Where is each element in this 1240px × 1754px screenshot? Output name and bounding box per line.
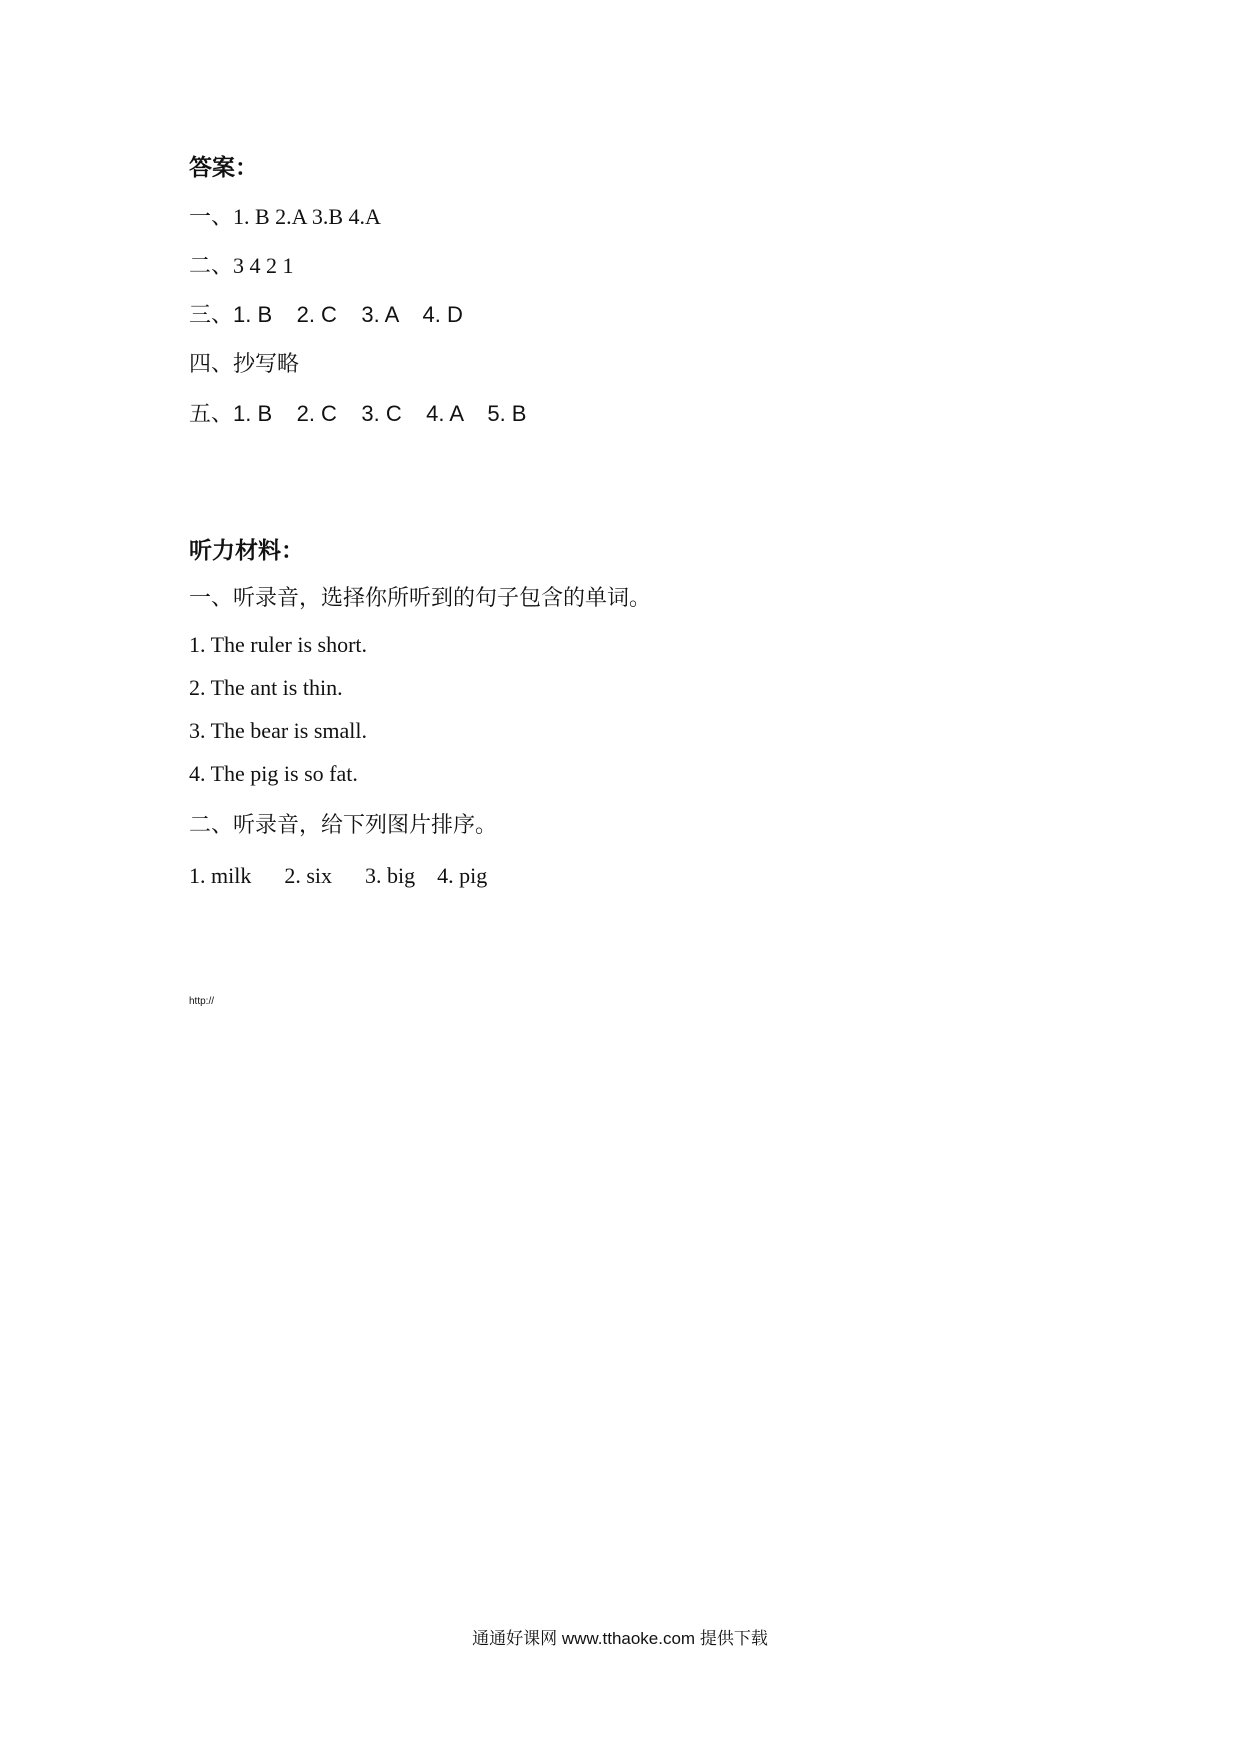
listening-section2-title: 二、听录音，给下列图片排序。 <box>189 812 498 837</box>
listening-section1-title: 一、听录音，选择你所听到的句子包含的单词。 <box>189 585 652 610</box>
answer-line-4: 四、抄写略 <box>189 351 300 376</box>
listening-heading: 听力材料： <box>189 537 304 563</box>
answer-line-2: 二、3 4 2 1 <box>189 253 294 278</box>
url-text: http:// <box>189 996 215 1007</box>
answer-line-5: 五、1. B 2. C 3. C 4. A 5. B <box>189 401 527 426</box>
listening-item-2: 2. The ant is thin. <box>189 675 343 700</box>
listening-section2-items: 1. milk 2. six 3. big 4. pig <box>189 863 488 888</box>
listening-item-4: 4. The pig is so fat. <box>189 761 358 786</box>
answer-line-1: 一、1. B 2.A 3.B 4.A <box>189 204 381 229</box>
footer-text: 通通好课网 www.tthaoke.com 提供下载 <box>472 1629 768 1648</box>
answers-heading: 答案： <box>189 154 258 180</box>
listening-item-1: 1. The ruler is short. <box>189 632 368 657</box>
answer-line-3: 三、1. B 2. C 3. A 4. D <box>189 302 463 327</box>
listening-item-3: 3. The bear is small. <box>189 718 367 743</box>
